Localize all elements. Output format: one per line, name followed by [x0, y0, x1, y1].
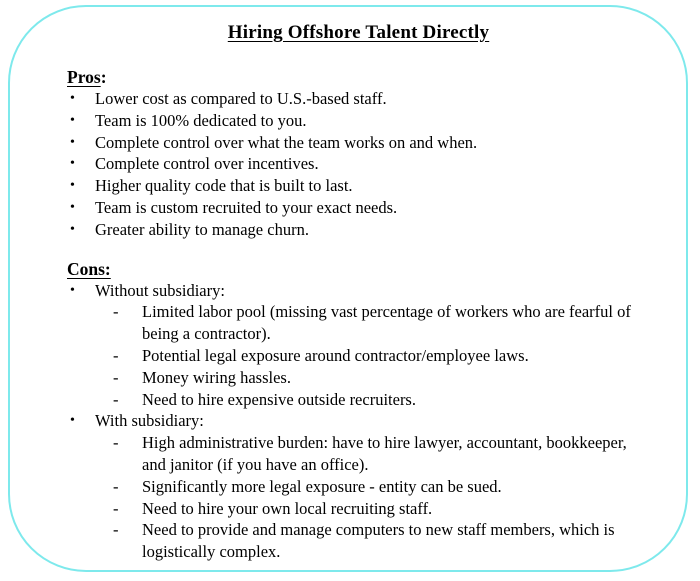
- dash-icon: -: [113, 302, 119, 322]
- pros-item-text: Complete control over incentives.: [95, 154, 319, 174]
- cons-group-row: [67, 410, 650, 432]
- cons-subitem-text: Significantly more legal exposure - entity can be sued.: [142, 476, 502, 496]
- cons-group-row: [67, 280, 650, 302]
- cons-subitem: [67, 432, 650, 476]
- page-title: Hiring Offshore Talent Directly: [227, 22, 490, 43]
- pros-item-text: Greater ability to manage churn.: [95, 219, 309, 239]
- bullet-icon: •: [70, 134, 75, 150]
- cons-subitem: [67, 301, 650, 345]
- bullet-icon: •: [70, 221, 75, 237]
- dash-icon: -: [113, 345, 119, 365]
- cons-group-label: With subsidiary:: [95, 411, 204, 431]
- pros-heading-colon: :: [100, 67, 107, 87]
- pros-item-text: Team is custom recruited to your exact needs.: [95, 197, 398, 217]
- bullet-icon: •: [70, 199, 75, 215]
- pros-item: [67, 110, 650, 132]
- cons-heading-label: Cons:: [67, 258, 111, 279]
- bullet-icon: •: [70, 282, 75, 298]
- dash-icon: -: [113, 433, 119, 453]
- cons-subitem: [67, 345, 650, 367]
- cons-group: [67, 410, 650, 563]
- cons-subitem: [67, 367, 650, 389]
- cons-heading: [67, 258, 650, 280]
- cons-list: [67, 280, 650, 563]
- pros-item: [67, 175, 650, 197]
- cons-subitem-text: Money wiring hassles.: [142, 367, 291, 387]
- cons-subitem: [67, 476, 650, 498]
- pros-item: [67, 153, 650, 175]
- dash-icon: -: [113, 520, 119, 540]
- bullet-icon: •: [70, 91, 75, 106]
- bullet-icon: •: [70, 413, 75, 429]
- cons-subitem: [67, 498, 650, 520]
- slide-card: [8, 5, 688, 572]
- cons-subitem-text: High administrative burden: have to hire lawyer, accountant, bookkeeper, and janitor (if you have an office).: [142, 433, 627, 474]
- cons-subitem: [67, 519, 650, 563]
- pros-item: [67, 197, 650, 219]
- pros-item: [67, 88, 650, 110]
- pros-heading-label: Pros: [67, 67, 101, 87]
- cons-subitem-text: Need to provide and manage computers to new staff members, which is logistically complex.: [142, 520, 615, 562]
- pros-heading: [67, 66, 650, 88]
- dash-icon: -: [113, 476, 119, 496]
- cons-subitem: [67, 389, 650, 411]
- dash-icon: -: [113, 367, 119, 387]
- pros-item-text: Team is 100% dedicated to you.: [95, 110, 307, 130]
- pros-list: [67, 88, 650, 241]
- pros-item: [67, 219, 650, 241]
- pros-item-text: Complete control over what the team works on and when.: [95, 132, 478, 152]
- cons-subitem-text: Need to hire expensive outside recruiters.: [142, 389, 416, 409]
- pros-item-text: Lower cost as compared to U.S.-based staff.: [95, 89, 387, 108]
- bullet-icon: •: [70, 156, 75, 172]
- bullet-icon: •: [70, 112, 75, 128]
- dash-icon: -: [113, 389, 119, 409]
- pros-item-text: Higher quality code that is built to last.: [95, 176, 353, 196]
- cons-subitem-text: Need to hire your own local recruiting staff.: [142, 498, 433, 518]
- cons-group: [67, 280, 650, 411]
- cons-subitem-text: Limited labor pool (missing vast percentage of workers who are fearful of being a contractor).: [142, 302, 631, 344]
- cons-subitem-text: Potential legal exposure around contractor/employee laws.: [142, 345, 529, 365]
- bullet-icon: •: [70, 178, 75, 194]
- dash-icon: -: [113, 498, 119, 518]
- pros-item: [67, 132, 650, 154]
- cons-group-label: Without subsidiary:: [95, 280, 225, 300]
